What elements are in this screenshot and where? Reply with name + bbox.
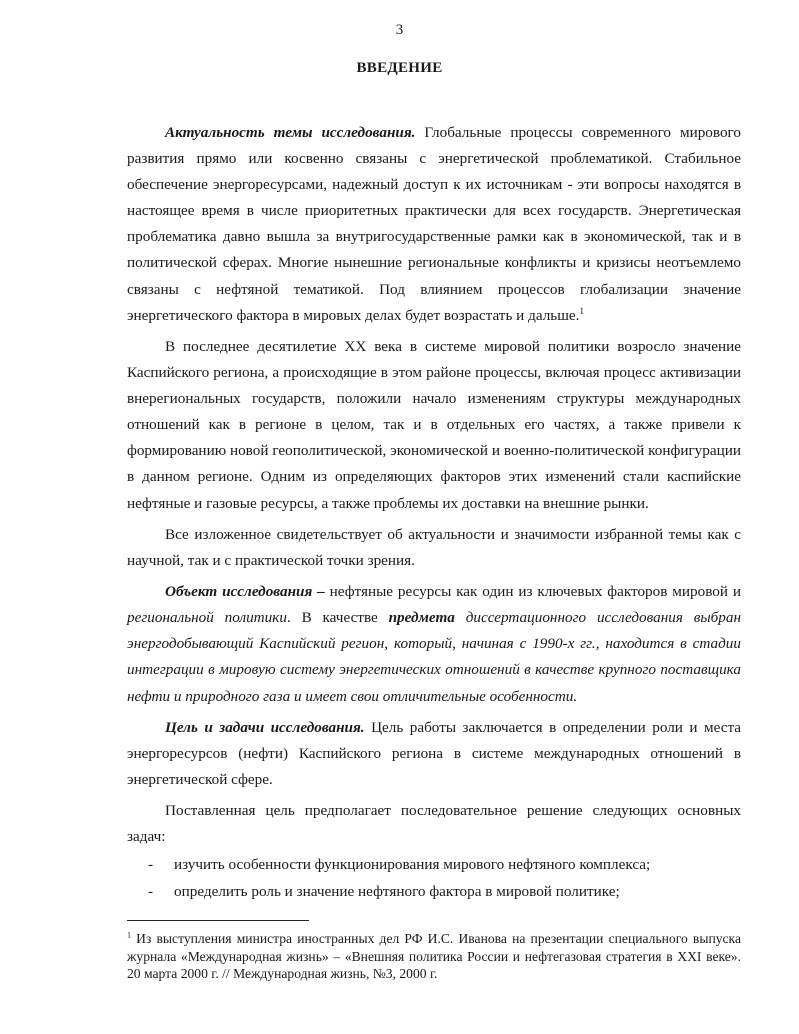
paragraph-bold-term: предмета [388, 609, 455, 627]
paragraph-text: . В качестве [286, 609, 389, 627]
paragraph-object [127, 579, 741, 709]
dash-bullet: - [148, 882, 154, 900]
list-item-text: изучить особенности функционирования мирового нефтяного комплекса; [174, 856, 651, 874]
paragraph-summary: Все изложенное свидетельствует об актуальности и значимости избранной темы как с научной, так и с практической точки зрения. [127, 525, 741, 569]
dash-bullet: - [148, 856, 154, 874]
paragraph-lead: Объект исследования – [165, 583, 325, 601]
list-item [127, 879, 741, 905]
footnote-mark: 1 [127, 930, 131, 940]
paragraph-italic-text: региональной политики [127, 609, 287, 627]
footnote-divider [127, 920, 309, 921]
paragraph-goal [127, 715, 741, 793]
paragraph-text: Цель работы заключается в определении роли и места энергоресурсов (нефти) Каспийского региона в системе международных отношений в энергетической сфере. [127, 718, 742, 788]
list-item-text: определить роль и значение нефтяного фактора в мировой политике; [174, 882, 620, 900]
footnote-text: Из выступления министра иностранных дел РФ И.С. Иванова на презентации специального выпуска журнала «Международная жизнь» – «Внешняя политика России и нефтегазовая стратегия в XXI веке». 20 марта 2000 г. // Международная жизнь, №3, 2000 г. [127, 931, 741, 982]
footnote-reference[interactable]: 1 [579, 305, 584, 316]
paragraph-lead: Цель и задачи исследования. [165, 718, 365, 736]
section-heading: ВВЕДЕНИЕ [356, 60, 443, 76]
paragraph-italic-text: диссертационного исследования выбран энергодобывающий Каспийский регион, который, начиная с 1990-х гг., находится в стадии интеграции в мировую систему энергетических отношений в качестве крупного поставщика нефти и природного газа и имеет свои отличительные особенности. [127, 609, 741, 705]
paragraph-tasks-intro: Поставленная цель предполагает последовательное решение следующих основных задач: [127, 802, 741, 846]
paragraph-lead: Актуальность темы исследования. [165, 124, 416, 141]
body-text [127, 120, 741, 905]
paragraph-relevance [127, 120, 741, 329]
list-item [127, 852, 741, 878]
paragraph-text: Глобальные процессы современного мирового развития прямо или косвенно связаны с энергетической проблематикой. Стабильное обеспечение энергоресурсами, надежный доступ к их источникам - эти вопросы находятся в настоящее время в числе приоритетных практически для всех государств. Энергетическая проблематика давно вышла за внутригосударственные рамки как в экономической, так и в политической сферах. Многие нынешние региональные конфликты и кризисы неотъемлемо связаны с нефтяной тематикой. Под влиянием процессов глобализации значение энергетического фактора в мировых делах будет возрастать и дальше. [127, 124, 741, 324]
paragraph-text: нефтяные ресурсы как один из ключевых факторов мировой и [324, 583, 742, 601]
page-number: 3 [395, 22, 404, 38]
task-list [127, 852, 741, 904]
paragraph-caspian: В последнее десятилетие XX века в системе мировой политики возросло значение Каспийского региона, а происходящие в этом районе процессы, включая процесс активизации внерегиональных государств, положили начало изменениям структуры международных отношений как в регионе в целом, так и в отдельных его частях, а также привели к формированию новой геополитической, экономической и военно-политической конфигурации в данном регионе. Одним из определяющих факторов этих изменений стали каспийские нефтяные и газовые ресурсы, а также проблемы их доставки на внешние рынки. [127, 337, 741, 512]
footnote [127, 930, 741, 983]
